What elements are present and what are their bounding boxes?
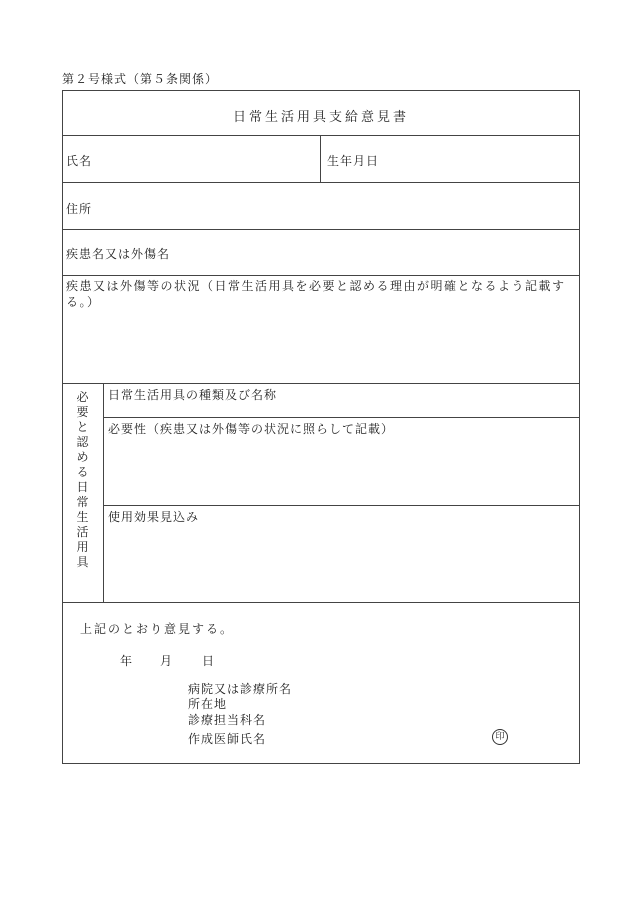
declaration-statement: 上記のとおり意見する。 bbox=[80, 622, 235, 636]
name-field-label: 氏名 bbox=[66, 154, 93, 168]
address-field-label: 住所 bbox=[66, 202, 93, 216]
vertical-label-char: 認 bbox=[76, 435, 89, 449]
vertical-label-char: と bbox=[76, 420, 89, 434]
divider bbox=[62, 275, 580, 276]
necessity-field-label: 必要性（疾患又は外傷等の状況に照らして記載） bbox=[108, 422, 395, 436]
hospital-name-label: 病院又は診療所名 bbox=[188, 682, 293, 696]
seal-icon: 印 bbox=[492, 729, 508, 745]
equipment-type-field-label: 日常生活用具の種類及び名称 bbox=[108, 388, 278, 402]
divider bbox=[62, 135, 580, 136]
divider bbox=[103, 505, 580, 506]
vertical-label-char: 常 bbox=[76, 495, 89, 509]
vertical-label-char: 必 bbox=[76, 390, 89, 404]
condition-field-label: 疾患又は外傷等の状況（日常生活用具を必要と認める理由が明確となるよう記載する。） bbox=[66, 279, 566, 309]
divider bbox=[62, 182, 580, 183]
location-label: 所在地 bbox=[188, 697, 228, 711]
vertical-label-char: る bbox=[76, 465, 89, 479]
doctor-name-label: 作成医師氏名 bbox=[188, 732, 267, 746]
form-title: 日常生活用具支給意見書 bbox=[232, 110, 409, 125]
divider bbox=[103, 417, 580, 418]
vertical-label-char: 要 bbox=[76, 405, 89, 419]
divider bbox=[62, 229, 580, 230]
vertical-label-char: 用 bbox=[76, 540, 89, 554]
form-number-label: 第２号様式（第５条関係） bbox=[62, 72, 219, 86]
vertical-label-char: 活 bbox=[76, 525, 89, 539]
opinion-form-table bbox=[62, 90, 580, 764]
date-day-label: 日 bbox=[202, 654, 216, 668]
divider bbox=[103, 383, 104, 602]
date-month-label: 月 bbox=[160, 654, 174, 668]
disease-name-field-label: 疾患名又は外傷名 bbox=[66, 247, 171, 261]
divider bbox=[62, 602, 580, 603]
vertical-label-char: め bbox=[76, 450, 89, 464]
department-label: 診療担当科名 bbox=[188, 713, 267, 727]
necessary-equipment-vertical-label bbox=[62, 390, 103, 602]
divider bbox=[320, 135, 321, 182]
vertical-label-char: 具 bbox=[76, 555, 89, 569]
vertical-label-char: 日 bbox=[76, 480, 89, 494]
vertical-label-char: 生 bbox=[76, 510, 89, 524]
birthdate-field-label: 生年月日 bbox=[327, 154, 380, 168]
divider bbox=[62, 383, 580, 384]
expected-effect-field-label: 使用効果見込み bbox=[108, 510, 200, 524]
date-year-label: 年 bbox=[120, 654, 134, 668]
